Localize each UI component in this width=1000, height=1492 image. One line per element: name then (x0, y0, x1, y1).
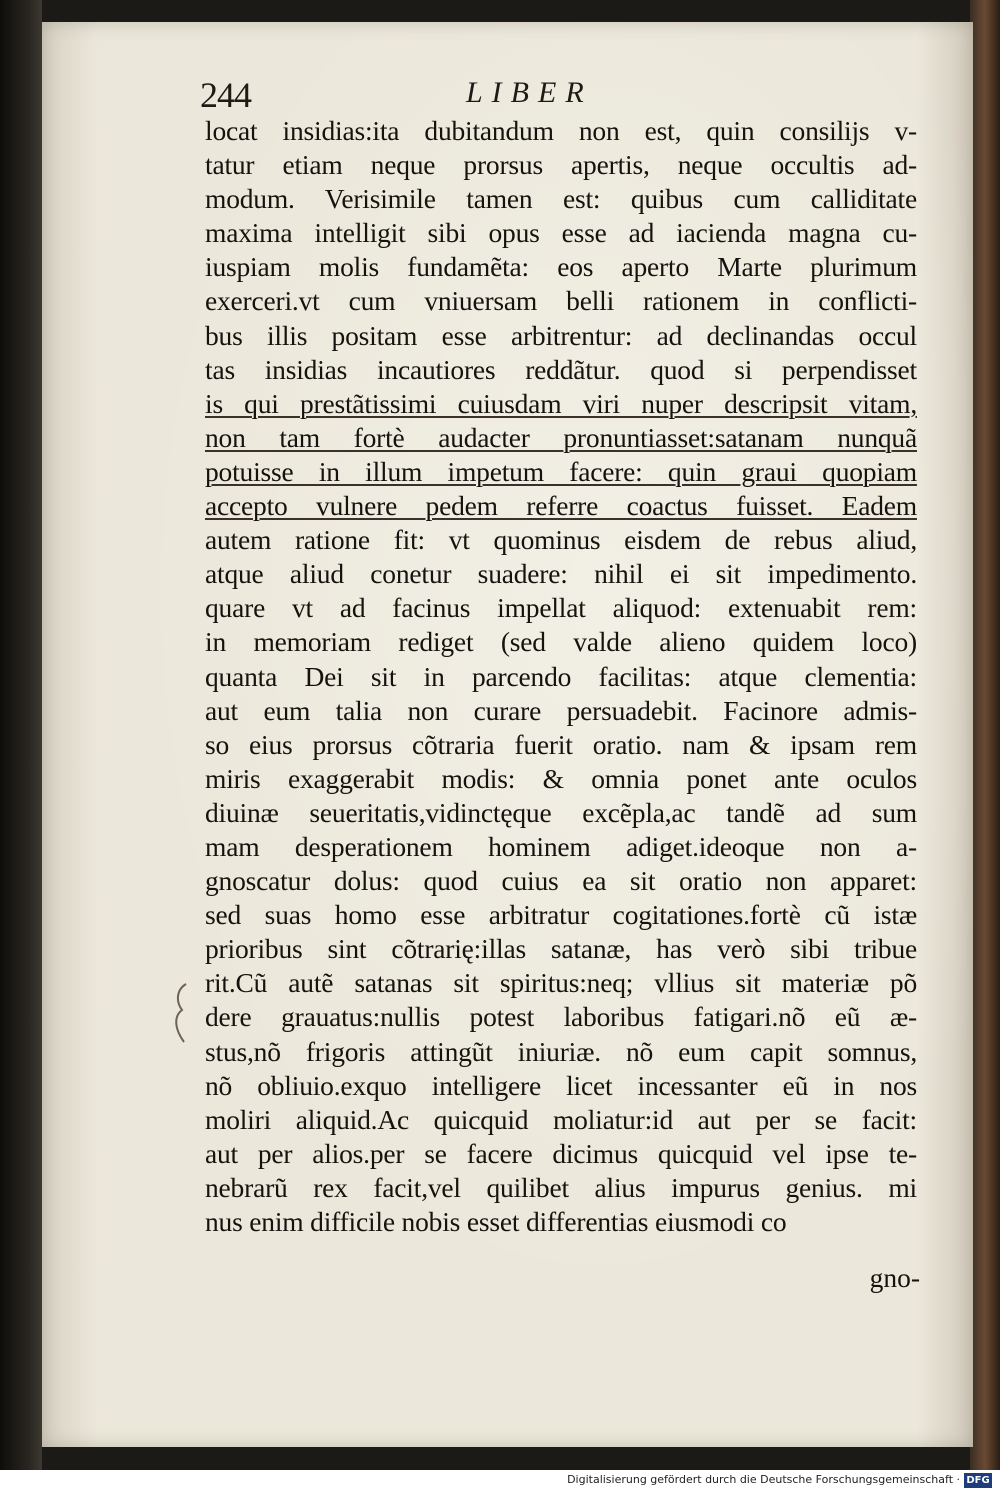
text-line: maxima intelligit sibi opus esse ad iacienda magna cu- (205, 217, 917, 249)
text-line: so eius prorsus cõtraria fuerit oratio. nam & ipsam rem (205, 728, 917, 760)
text-line: atque aliud conetur suadere: nihil ei sit impedimento. (205, 558, 917, 590)
footer-credit: Digitalisierung gefördert durch die Deutsche Forschungsgemeinschaft · (567, 1473, 960, 1486)
text-line: aut eum talia non curare persuadebit. Facinore admis- (205, 694, 917, 726)
underlined-text-line: potuisse in illum impetum facere: quin graui quopiam (205, 455, 917, 487)
text-line: nus enim difficile nobis esset differentias eiusmodi co (205, 1206, 787, 1237)
text-line: in memoriam rediget (sed valde alieno quidem loco) (205, 626, 917, 658)
text-line: sed suas homo esse arbitratur cogitationes.fortè cũ istæ (205, 899, 917, 931)
text-line: rit.Cũ autẽ satanas sit spiritus:neq; vllius sit materiæ põ (205, 967, 917, 999)
left-binding-shadow (0, 0, 42, 1470)
text-line: diuinæ seueritatis,vidinctęque excẽpla,ac tandẽ ad sum (205, 796, 917, 828)
text-line: quare vt ad facinus impellat aliquod: extenuabit rem: (205, 592, 917, 624)
text-line: locat insidias:ita dubitandum non est, quin consilijs v- (205, 115, 917, 146)
right-page-edge (970, 0, 1000, 1470)
body-text (205, 114, 917, 1239)
footer-bar (0, 1470, 1000, 1492)
text-line: tas insidias incautiores reddãtur. quod si perpendisset (205, 353, 917, 385)
text-line: moliri aliquid.Ac quicquid moliatur:id aut per se facit: (205, 1103, 917, 1135)
running-head: LIBER (466, 76, 593, 109)
catchword: gno- (869, 1262, 920, 1293)
text-line: autem ratione fit: vt quominus eisdem de rebus aliud, (205, 524, 917, 556)
text-line: bus illis positam esse arbitrentur: ad declinandas occul (205, 319, 917, 351)
text-line: quanta Dei sit in parcendo facilitas: atque clementia: (205, 660, 917, 692)
margin-bracket-mark (168, 980, 194, 1050)
text-line: nebrarũ rex facit,vel quilibet alius impurus genius. mi (205, 1171, 917, 1203)
text-line: aut per alios.per se facere dicimus quicquid vel ipse te- (205, 1137, 917, 1169)
underlined-text-line: accepto vulnere pedem referre coactus fuisset. Eadem (205, 490, 917, 522)
underlined-text-line: is qui prestãtissimi cuiusdam viri nuper descripsit vitam, (205, 387, 917, 419)
text-line: gnoscatur dolus: quod cuius ea sit oratio non apparet: (205, 865, 917, 897)
text-line: miris exaggerabit modis: & omnia ponet ante oculos (205, 762, 917, 794)
text-line: stus,nõ frigoris attingũt iniuriæ. nõ eum capit somnus, (205, 1035, 917, 1067)
page-header (200, 74, 960, 114)
text-line: tatur etiam neque prorsus apertis, neque occultis ad- (205, 149, 917, 181)
text-line: exerceri.vt cum vniuersam belli rationem in conflicti- (205, 285, 917, 317)
text-line: nõ obliuio.exquo intelligere licet incessanter eũ in nos (205, 1069, 917, 1101)
page-number: 244 (200, 75, 251, 115)
text-line: dere grauatus:nullis potest laboribus fatigari.nõ eũ æ- (205, 1001, 917, 1033)
text-line: mam desperationem hominem adiget.ideoque non a- (205, 830, 917, 862)
text-line: prioribus sint cõtrarię:illas satanæ, has verò sibi tribue (205, 933, 917, 965)
dfg-logo: DFG (964, 1473, 992, 1488)
underlined-text-line: non tam fortè audacter pronuntiasset:satanam nunquã (205, 421, 917, 453)
text-line: iuspiam molis fundamẽta: eos aperto Marte plurimum (205, 251, 917, 283)
text-line: modum. Verisimile tamen est: quibus cum calliditate (205, 183, 917, 215)
